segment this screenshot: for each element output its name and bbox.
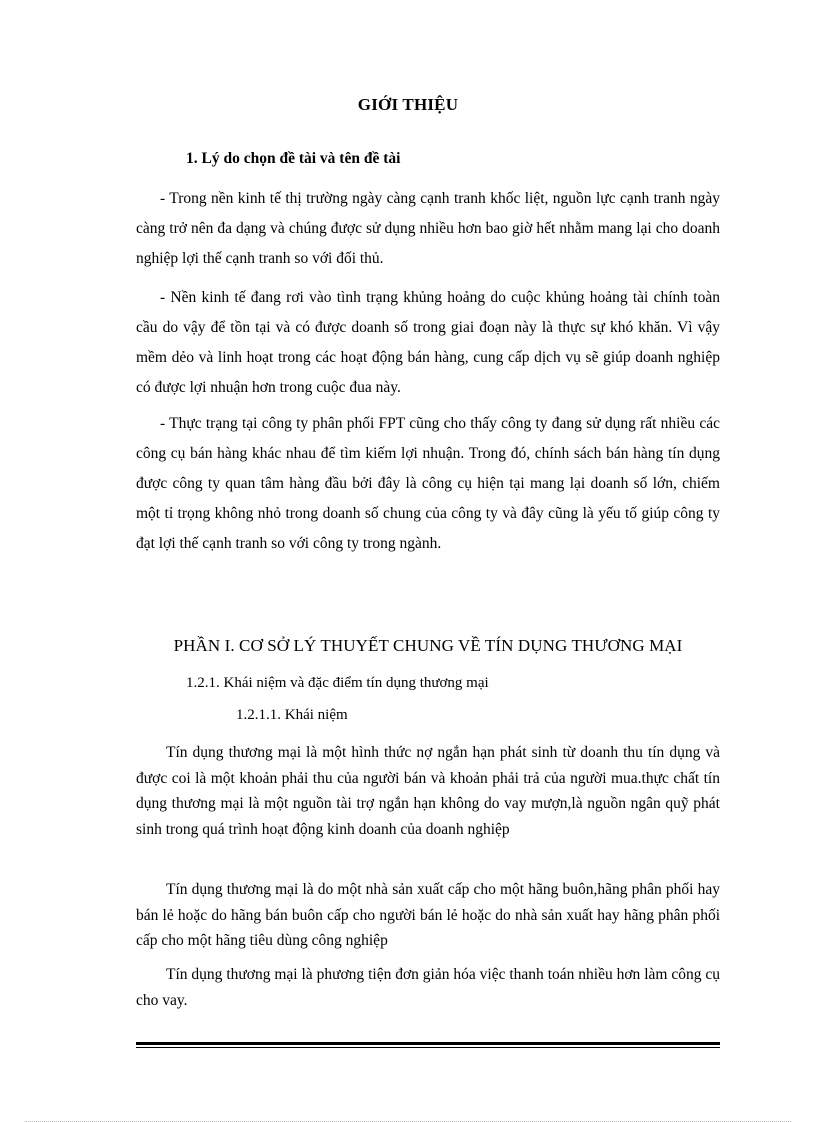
- concept-paragraph-2: Tín dụng thương mại là do một nhà sản xuất cấp cho một hãng buôn,hãng phân phối hay bán lẻ hoặc do hãng bán buôn cấp cho người bán lẻ hoặc do nhà sản xuất hay hãng phân phối cấp cho một hãng tiêu dùng công nghiệp: [136, 881, 720, 949]
- intro-paragraph-1: - Trong nền kinh tế thị trường ngày càng cạnh tranh khốc liệt, nguồn lực cạnh tranh ngày càng trở nên đa dạng và chúng được sử dụng nhiều hơn bao giờ hết nhằm mang lại cho doanh nghiệp lợi thế cạnh tranh so với đối thủ.: [136, 190, 720, 267]
- concept-paragraph-1: Tín dụng thương mại là một hình thức nợ ngắn hạn phát sinh từ doanh thu tín dụng và được coi là một khoản phải thu của người bán và khoản phải trả của người mua.thực chất tín dụng thương mại là một nguồn tài trợ ngắn hạn không do vay mượn,là nguồn ngân quỹ phát sinh trong quá trình hoạt động kinh doanh của doanh nghiệp: [136, 744, 720, 838]
- footer-rule-thick: [136, 1042, 720, 1045]
- subsubsection-heading: 1.2.1.1. Khái niệm: [236, 707, 348, 723]
- part-heading: PHẦN I. CƠ SỞ LÝ THUYẾT CHUNG VỀ TÍN DỤNG THƯƠNG MẠI: [173, 636, 683, 655]
- page-bottom-border: [25, 1121, 791, 1122]
- subsection-heading: 1.2.1. Khái niệm và đặc điểm tín dụng thương mại: [186, 675, 489, 691]
- section-heading-reasons: 1. Lý do chọn đề tài và tên đề tài: [186, 150, 401, 167]
- intro-paragraph-3: - Thực trạng tại công ty phân phối FPT cũng cho thấy công ty đang sử dụng rất nhiều các công cụ bán hàng khác nhau để tìm kiếm lợi nhuận. Trong đó, chính sách bán hàng tín dụng được công ty quan tâm hàng đầu bởi đây là công cụ hiện tại mang lại doanh số lớn, chiếm một tỉ trọng không nhỏ trong doanh số chung của công ty và đây cũng là yếu tố giúp công ty đạt lợi thế cạnh tranh so với công ty trong ngành.: [136, 415, 720, 552]
- concept-paragraph-3: Tín dụng thương mại là phương tiện đơn giản hóa việc thanh toán nhiều hơn làm công cụ cho vay.: [136, 966, 720, 1009]
- footer-rule-thin: [136, 1047, 720, 1048]
- intro-paragraph-2: - Nền kinh tế đang rơi vào tình trạng khủng hoảng do cuộc khủng hoảng tài chính toàn cầu do vậy để tồn tại và có được doanh số trong giai đoạn này là thực sự khó khăn. Vì vậy mềm dẻo và linh hoạt trong các hoạt động bán hàng, cung cấp dịch vụ sẽ giúp doanh nghiệp có được lợi nhuận hơn trong cuộc đua này.: [136, 289, 720, 396]
- page-title: GIỚI THIỆU: [357, 95, 459, 114]
